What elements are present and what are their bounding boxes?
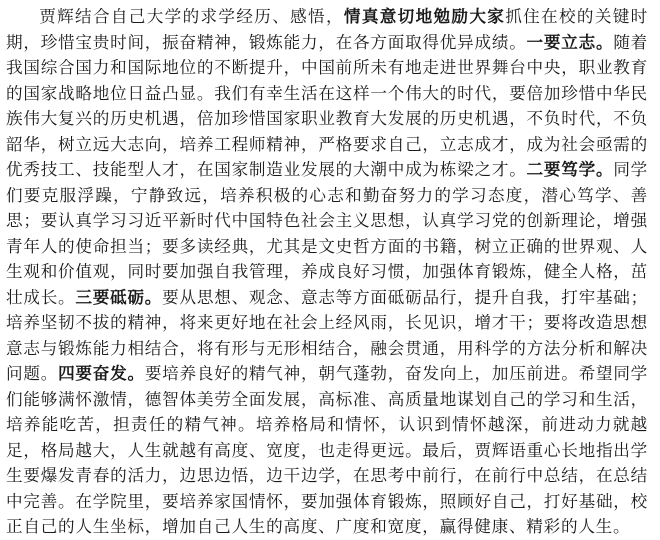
point-three-body: 要从思想、观念、意志等方面砥砺品行，提升自我，打牢基础；培养坚韧不拔的精神，将来更好地在社会上经风雨，长见识，增才干；要将改造思想意志与锻炼能力相结合，将有形与无形相结合，融会贯通，用科学的方法分析和解决问题。 [6,287,649,383]
point-three-heading: 三要砥砺。 [75,287,163,307]
point-one-heading: 一要立志。 [526,32,614,52]
intro-text-continued: 抓住在校的关键时期，珍惜宝贵时间，振奋精神，锻炼能力，在各方面取得优异成绩。 [6,7,649,52]
intro-text: 贾辉结合自己大学的求学经历、感悟， [39,7,344,26]
point-two-heading: 二要笃学。 [526,160,614,179]
point-four-heading: 四要奋发。 [58,364,145,383]
point-four-body: 要培养良好的精气神，朝气蓬勃，奋发向上，加压前进。希望同学们能够满怀激情，德智体美劳全面发展，高标准、高质量地谋划自己的学习和生活，培养能吃苦，担责任的精气神。培养格局和情怀，认识到情怀越深，前进动力就越足，格局越大，人生就越有高度、宽度，也走得更远。最后，贾辉语重心长地指出学生要爆发青春的活力，边思边悟，边干边学，在思考中前行，在前行中总结，在总结中完善。在学院里，要培养家国情怀，要加强体育锻炼，照顾好自己，打好基础，校正自己的人生坐标，增加自己人生的高度、广度和宽度，赢得健康、精彩的人生。 [6,364,649,536]
article-paragraph [6,4,648,540]
key-phrase: 情真意切地勉励大家 [343,7,506,26]
point-two-body: 同学们要克服浮躁，宁静致远，培养积极的心志和勤奋努力的学习态度，潜心笃学、善思；要认真学习习近平新时代中国特色社会主义思想，认真学习党的创新理论，增强青年人的使命担当；要多读经典，尤其是文史哲方面的书籍，树立正确的世界观、人生观和价值观，同时要加强自我管理，养成良好习惯，加强体育锻炼，健全人格，茁壮成长。 [6,160,649,307]
point-one-body: 随着我国综合国力和国际地位的不断提升，中国前所未有地走进世界舞台中央，职业教育的国家战略地位日益凸显。我们有幸生活在这样一个伟大的时代，要倍加珍惜中华民族伟大复兴的历史机遇，倍加珍惜国家职业教育大发展的历史机遇，不负时代，不负韶华，树立远大志向，培养工程师精神，严格要求自己，立志成才，成为社会亟需的优秀技工、技能型人才，在国家制造业发展的大潮中成为栋梁之才。 [6,32,649,179]
